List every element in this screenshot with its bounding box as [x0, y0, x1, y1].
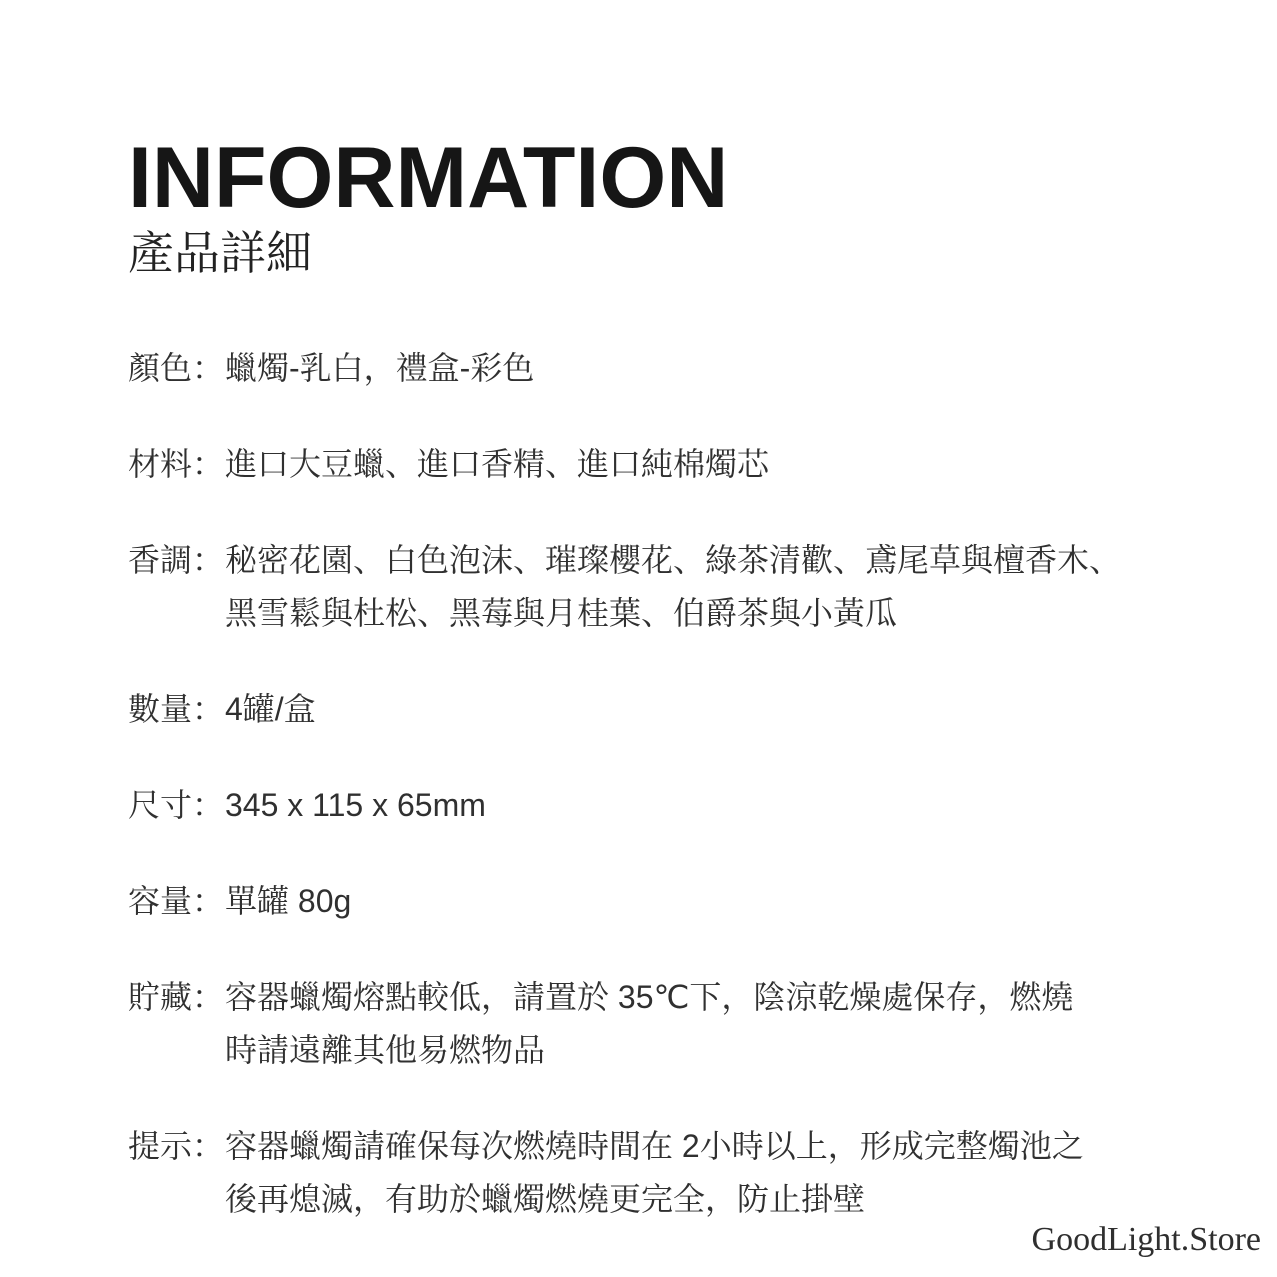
spec-label: 貯藏： — [128, 979, 225, 1015]
page-subtitle: 產品詳細 — [128, 227, 312, 279]
store-watermark: GoodLight.Store — [1031, 1221, 1261, 1258]
spec-value-line: 蠟燭-乳白，禮盒-彩色 — [225, 350, 535, 386]
spec-value-line: 4罐/盒 — [225, 691, 316, 727]
spec-row — [128, 1120, 1237, 1226]
spec-value-line: 單罐 80g — [225, 883, 352, 919]
spec-value — [225, 342, 1237, 395]
spec-value-line: 容器蠟燭請確保每次燃燒時間在 2小時以上，形成完整燭池之 — [225, 1128, 1084, 1164]
spec-row — [128, 779, 1237, 832]
spec-label: 容量： — [128, 883, 225, 919]
spec-value — [225, 534, 1237, 640]
spec-value — [225, 779, 1237, 832]
spec-label: 顏色： — [128, 350, 225, 386]
spec-row — [128, 438, 1237, 491]
spec-row — [128, 342, 1237, 395]
spec-row — [128, 875, 1237, 928]
spec-value-line: 秘密花園、白色泡沫、璀璨櫻花、綠茶清歡、鳶尾草與檀香木、 — [225, 542, 1122, 578]
spec-label: 尺寸： — [128, 787, 225, 823]
spec-value-line: 時請遠離其他易燃物品 — [225, 1032, 546, 1068]
spec-list — [128, 342, 1237, 1226]
spec-value — [225, 683, 1237, 736]
spec-row — [128, 971, 1237, 1077]
spec-value — [225, 971, 1237, 1077]
page-title: INFORMATION — [128, 130, 729, 226]
spec-label: 提示： — [128, 1128, 225, 1164]
spec-value-line: 後再熄滅，有助於蠟燭燃燒更完全，防止掛壁 — [225, 1181, 866, 1217]
spec-row — [128, 534, 1237, 640]
spec-value-line: 容器蠟燭熔點較低，請置於 35℃下，陰涼乾燥處保存，燃燒 — [225, 979, 1074, 1015]
spec-value — [225, 438, 1237, 491]
spec-value-line: 進口大豆蠟、進口香精、進口純棉燭芯 — [225, 446, 770, 482]
spec-label: 香調： — [128, 542, 225, 578]
spec-value-line: 345 x 115 x 65mm — [225, 787, 486, 823]
spec-row — [128, 683, 1237, 736]
spec-value — [225, 1120, 1237, 1226]
spec-label: 數量： — [128, 691, 225, 727]
spec-label: 材料： — [128, 446, 225, 482]
spec-value — [225, 875, 1237, 928]
spec-value-line: 黑雪鬆與杜松、黑莓與月桂葉、伯爵茶與小黃瓜 — [225, 595, 898, 631]
